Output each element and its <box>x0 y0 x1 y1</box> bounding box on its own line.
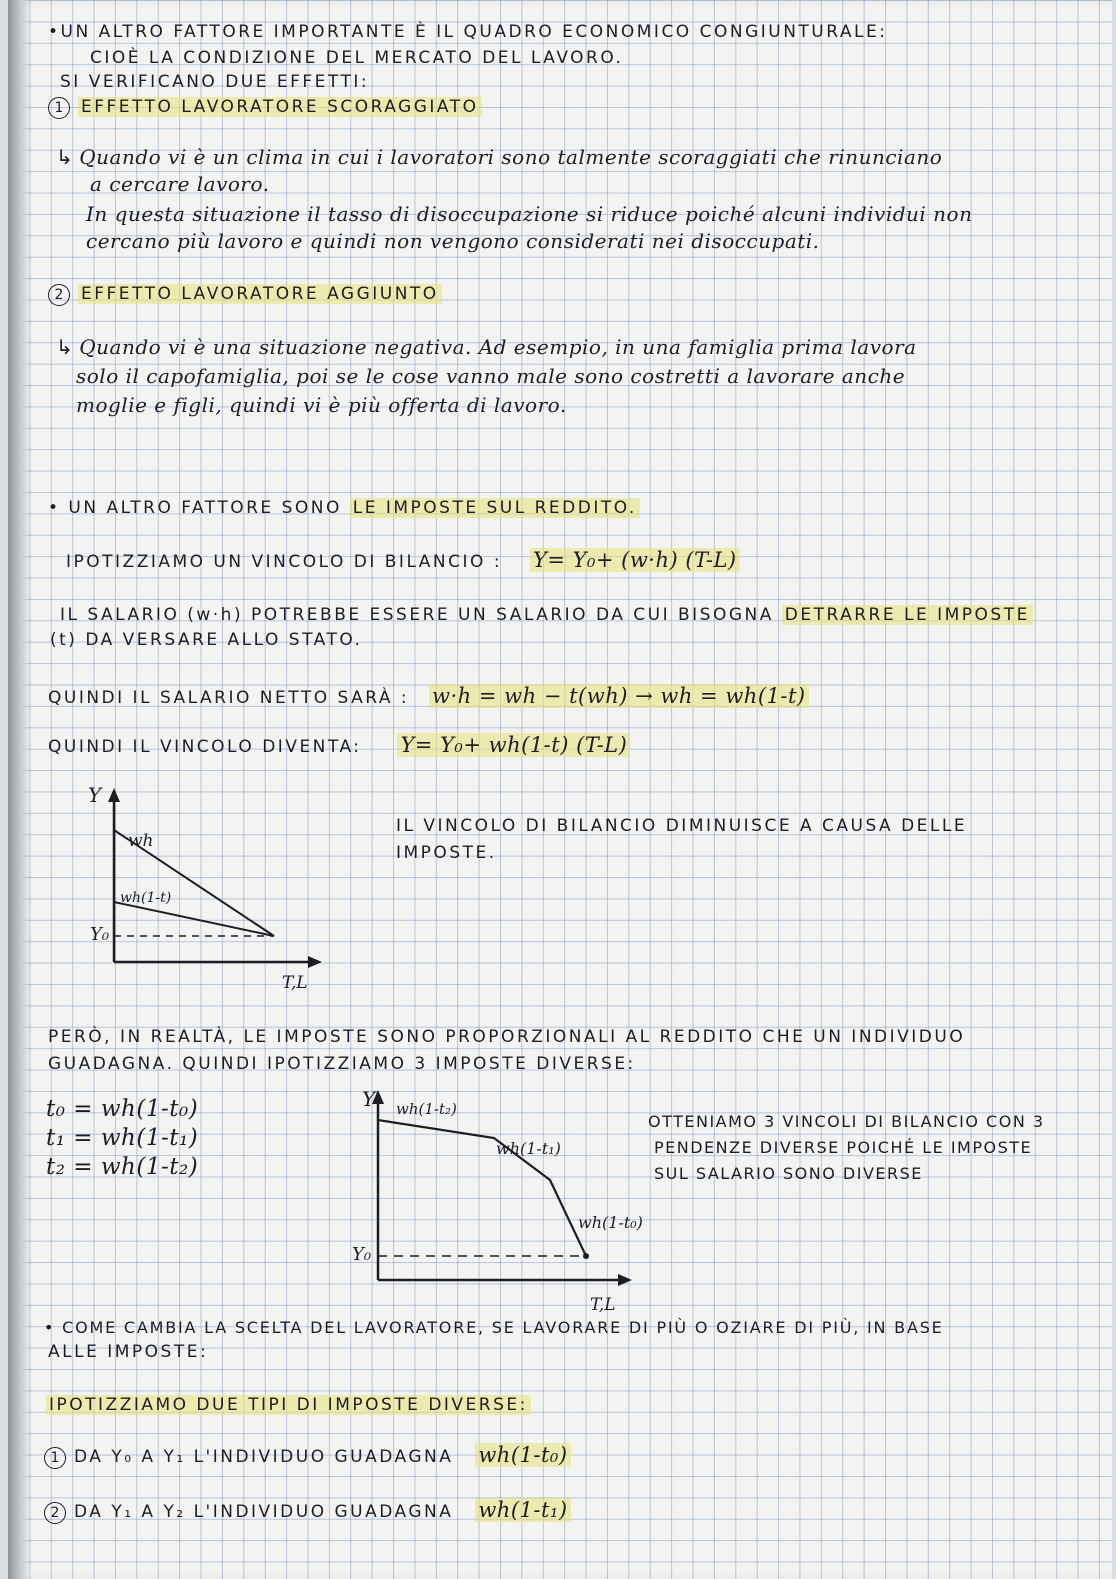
notebook-page <box>8 0 1112 1579</box>
arrow-icon: ↳ <box>56 335 74 359</box>
effect2-number: 2 <box>48 284 70 306</box>
taxes-line-6: QUINDI IL VINCOLO DIVENTA: Y= Y₀+ wh(1-t) (T-L) <box>48 733 630 757</box>
chart2-note-2: PENDENZE DIVERSE POICHÉ LE IMPOSTE <box>654 1138 1033 1157</box>
choice-item-2: 2 DA Y₁ A Y₂ L'INDIVIDUO GUADAGNA wh(1-t₁) <box>44 1498 571 1524</box>
effect1-heading <box>48 97 482 119</box>
effect2-heading <box>48 284 442 306</box>
chart1-label-wh: wh <box>128 831 154 851</box>
effect2-title: EFFETTO LAVORATORE AGGIUNTO <box>78 284 442 304</box>
choice-item1-number: 1 <box>44 1447 66 1469</box>
choice-line-1: • COME CAMBIA LA SCELTA DEL LAVORATORE, SE LAVORARE DI PIÙ O OZIARE DI PIÙ, IN BASE <box>44 1318 944 1337</box>
choice-item-1: 1 DA Y₀ A Y₁ L'INDIVIDUO GUADAGNA wh(1-t₀) <box>44 1443 571 1469</box>
taxes-line-3: IL SALARIO (w·h) POTREBBE ESSERE UN SALARIO DA CUI BISOGNA DETRARRE LE IMPOSTE <box>60 605 1033 625</box>
taxes-line-1: • UN ALTRO FATTORE SONO LE IMPOSTE SUL REDDITO. <box>48 498 640 518</box>
choice-line-3: IPOTIZZIAMO DUE TIPI DI IMPOSTE DIVERSE: <box>46 1395 531 1415</box>
effect1-title: EFFETTO LAVORATORE SCORAGGIATO <box>78 97 482 117</box>
effect1-line-4: cercano più lavoro e quindi non vengono considerati nei disoccupati. <box>86 229 820 253</box>
budget-constraint-chart <box>78 780 328 1000</box>
taxes-line-2: IPOTIZZIAMO UN VINCOLO DI BILANCIO : Y= Y₀+ (w·h) (T-L) <box>66 548 740 572</box>
chart1-y0-label: Y₀ <box>90 924 110 945</box>
chart2-label-t1: wh(1-t₁) <box>496 1139 561 1158</box>
effect1-line-3: In questa situazione il tasso di disoccupazione si riduce poiché alcuni individui non <box>86 202 973 226</box>
proportional-line-1: PERÒ, IN REALTÀ, LE IMPOSTE SONO PROPORZIONALI AL REDDITO CHE UN INDIVIDUO <box>48 1027 966 1047</box>
tax-t1: t₁ = wh(1-t₁) <box>46 1125 199 1151</box>
chart2-note-3: SUL SALARIO SONO DIVERSE <box>654 1164 923 1183</box>
chart1-x-arrow-icon <box>308 956 322 968</box>
new-constraint-equation: Y= Y₀+ wh(1-t) (T-L) <box>397 733 630 757</box>
chart2-label-t0: wh(1-t₀) <box>578 1213 643 1232</box>
chart1-label-wh-taxed: wh(1-t) <box>120 890 172 906</box>
chart2-x-arrow-icon <box>618 1274 632 1286</box>
chart1-note-1: IL VINCOLO DI BILANCIO DIMINUISCE A CAUSA DELLE <box>396 816 968 836</box>
chart2-x-label: T,L <box>590 1295 616 1315</box>
effect2-line-2: solo il capofamiglia, poi se le cose vanno male sono costretti a lavorare anche <box>76 364 906 388</box>
chart2-note-1: OTTENIAMO 3 VINCOLI DI BILANCIO CON 3 <box>648 1112 1045 1131</box>
tax-t0: t₀ = wh(1-t₀) <box>46 1096 199 1122</box>
effect1-line-2: a cercare lavoro. <box>90 172 270 196</box>
chart2-y-label: Y <box>362 1088 376 1111</box>
chart1-x-label: T,L <box>282 973 308 993</box>
chart2-label-t2: wh(1-t₂) <box>396 1100 457 1118</box>
effect1-number: 1 <box>48 97 70 119</box>
taxes-line-4: (t) DA VERSARE ALLO STATO. <box>50 630 363 650</box>
effect2-line-3: moglie e figli, quindi vi è più offerta di lavoro. <box>76 393 567 417</box>
page-binding-shadow <box>8 0 30 1579</box>
proportional-line-2: GUADAGNA. QUINDI IPOTIZZIAMO 3 IMPOSTE DIVERSE: <box>48 1054 636 1074</box>
taxes-line-5: QUINDI IL SALARIO NETTO SARÀ : w·h = wh − t(wh) → wh = wh(1-t) <box>48 684 809 708</box>
choice-item2-number: 2 <box>44 1502 66 1524</box>
chart1-note-2: IMPOSTE. <box>396 843 497 863</box>
choice-line-2: ALLE IMPOSTE: <box>48 1342 209 1362</box>
chart1-y-label: Y <box>88 783 102 807</box>
intro-line-2: CIOÈ LA CONDIZIONE DEL MERCATO DEL LAVORO. <box>90 48 624 68</box>
intro-line-3: SI VERIFICANO DUE EFFETTI: <box>60 72 370 92</box>
net-wage-equation: w·h = wh − t(wh) → wh = wh(1-t) <box>429 684 809 708</box>
budget-constraint-equation: Y= Y₀+ (w·h) (T-L) <box>530 548 740 572</box>
progressive-tax-chart <box>344 1088 644 1318</box>
chart1-y-arrow-icon <box>108 788 120 802</box>
effect2-line-1: ↳ Quando vi è una situazione negativa. Ad esempio, in una famiglia prima lavora <box>56 335 917 359</box>
arrow-icon: ↳ <box>56 145 74 169</box>
intro-line-1: •UN ALTRO FATTORE IMPORTANTE È IL QUADRO ECONOMICO CONGIUNTURALE: <box>48 22 888 42</box>
effect1-line-1: ↳ Quando vi è un clima in cui i lavoratori sono talmente scoraggiati che rinunciano <box>56 145 943 169</box>
tax-t2: t₂ = wh(1-t₂) <box>46 1154 199 1180</box>
chart2-y0-label: Y₀ <box>352 1244 372 1265</box>
